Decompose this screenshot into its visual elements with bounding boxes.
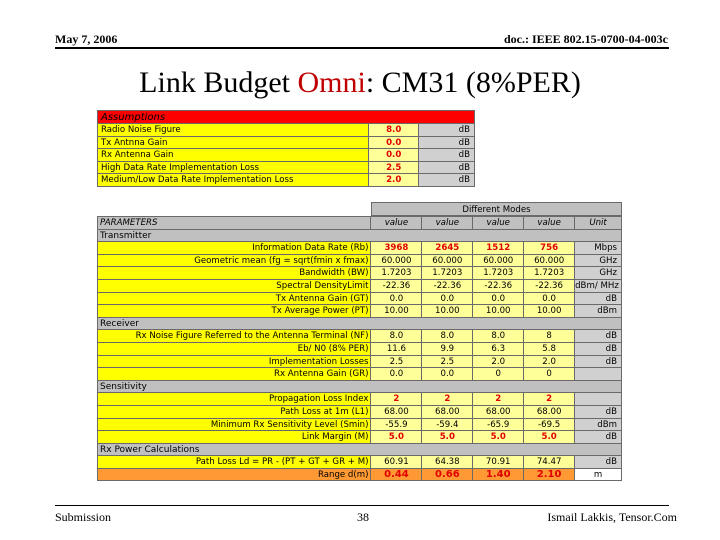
parameter-label: Tx Average Power (PT): [98, 305, 371, 318]
parameter-unit: [575, 368, 622, 381]
parameter-value: -22.36: [524, 280, 575, 293]
parameter-label: Propagation Loss Index: [98, 393, 371, 406]
assumptions-rows: [98, 124, 475, 187]
parameter-label: Rx Antenna Gain (GR): [98, 368, 371, 381]
parameter-value: 9.9: [422, 343, 473, 356]
parameters-grid: [97, 216, 622, 481]
assumption-value: 2.0: [369, 174, 419, 187]
parameter-value: 1.40: [473, 469, 524, 482]
parameter-unit: [575, 393, 622, 406]
parameter-row: [98, 343, 622, 356]
parameters-table: [97, 202, 622, 481]
assumption-unit: dB: [419, 174, 475, 187]
parameter-value: -65.9: [473, 419, 524, 432]
footer-rule: [55, 505, 669, 506]
header-date: May 7, 2006: [55, 32, 118, 46]
parameter-label: Path Loss at 1m (L1): [98, 406, 371, 419]
section-row: [98, 381, 622, 394]
parameter-label: Spectral DensityLimit: [98, 280, 371, 293]
section-title: Rx Power Calculations: [98, 444, 622, 457]
parameter-unit: dB: [575, 431, 622, 444]
section-row: [98, 230, 622, 243]
parameter-unit: dB: [575, 456, 622, 469]
assumption-label: Tx Antnna Gain: [98, 137, 369, 150]
assumption-label: Medium/Low Data Rate Implementation Loss: [98, 174, 369, 187]
parameter-value: 2.10: [524, 469, 575, 482]
assumption-value: 0.0: [369, 137, 419, 150]
slide-title: [0, 66, 720, 100]
parameter-value: -22.36: [371, 280, 422, 293]
parameter-value: 5.0: [422, 431, 473, 444]
parameter-value: 0: [524, 368, 575, 381]
parameter-value: 8.0: [473, 330, 524, 343]
parameter-label: Tx Antenna Gain (GT): [98, 293, 371, 306]
parameter-value: 8: [524, 330, 575, 343]
parameter-row: [98, 406, 622, 419]
parameter-value: 64.38: [422, 456, 473, 469]
column-heading-value: value: [473, 217, 524, 230]
parameter-value: 6.3: [473, 343, 524, 356]
assumption-unit: dB: [419, 149, 475, 162]
parameter-value: 68.00: [473, 406, 524, 419]
parameter-unit: m: [575, 469, 622, 482]
parameter-label: Range d(m): [98, 469, 371, 482]
parameter-value: 1512: [473, 242, 524, 255]
assumption-label: Rx Antenna Gain: [98, 149, 369, 162]
parameter-label: Geometric mean (fg = sqrt(fmin x fmax): [98, 255, 371, 268]
parameter-row: [98, 393, 622, 406]
parameter-row: [98, 419, 622, 432]
parameter-value: 5.0: [371, 431, 422, 444]
parameter-label: Implementation Losses: [98, 356, 371, 369]
parameter-row: [98, 431, 622, 444]
header-doc-id: doc.: IEEE 802.15-0700-04-003c: [504, 32, 668, 46]
parameter-value: -59.4: [422, 419, 473, 432]
assumption-row: [98, 162, 475, 175]
parameter-unit: Mbps: [575, 242, 622, 255]
title-accent: Omni: [297, 66, 366, 99]
parameter-unit: dB: [575, 406, 622, 419]
parameter-label: Eb/ N0 (8% PER): [98, 343, 371, 356]
parameter-value: 8.0: [371, 330, 422, 343]
parameter-value: 3968: [371, 242, 422, 255]
parameter-value: -55.9: [371, 419, 422, 432]
parameter-value: 74.47: [524, 456, 575, 469]
parameter-value: 5.8: [524, 343, 575, 356]
section-title: Sensitivity: [98, 381, 622, 394]
parameter-label: Information Data Rate (Rb): [98, 242, 371, 255]
column-heading-unit: Unit: [575, 217, 622, 230]
parameter-row: [98, 469, 622, 482]
parameter-value: 5.0: [473, 431, 524, 444]
parameter-unit: dB: [575, 330, 622, 343]
parameter-value: -22.36: [422, 280, 473, 293]
parameter-unit: GHz: [575, 267, 622, 280]
title-suffix: : CM31 (8%PER): [365, 66, 581, 99]
parameter-value: 2: [371, 393, 422, 406]
parameter-value: 60.000: [422, 255, 473, 268]
parameter-value: 60.91: [371, 456, 422, 469]
column-heading-value: value: [422, 217, 473, 230]
parameter-row: [98, 456, 622, 469]
parameter-value: 0.44: [371, 469, 422, 482]
parameters-header-row: [98, 217, 622, 230]
parameter-value: 2.5: [422, 356, 473, 369]
assumption-row: [98, 174, 475, 187]
header-rule: [55, 47, 669, 49]
column-heading-value: value: [371, 217, 422, 230]
page-number: 38: [357, 510, 369, 524]
parameter-value: 68.00: [422, 406, 473, 419]
parameter-value: 68.00: [371, 406, 422, 419]
parameter-unit: dB: [575, 293, 622, 306]
parameter-value: 2: [524, 393, 575, 406]
parameter-value: 10.00: [473, 305, 524, 318]
parameter-value: -69.5: [524, 419, 575, 432]
assumption-row: [98, 124, 475, 137]
parameter-value: 60.000: [524, 255, 575, 268]
parameter-value: 0.0: [524, 293, 575, 306]
parameter-value: 0.0: [422, 368, 473, 381]
parameter-value: 0: [473, 368, 524, 381]
assumption-unit: dB: [419, 124, 475, 137]
parameter-value: -22.36: [473, 280, 524, 293]
section-title: Receiver: [98, 318, 622, 331]
parameter-row: [98, 267, 622, 280]
parameter-label: Bandwidth (BW): [98, 267, 371, 280]
parameter-value: 2: [473, 393, 524, 406]
parameter-label: Link Margin (M): [98, 431, 371, 444]
parameter-value: 0.0: [371, 368, 422, 381]
parameter-value: 2645: [422, 242, 473, 255]
parameter-value: 1.7203: [524, 267, 575, 280]
assumption-value: 2.5: [369, 162, 419, 175]
parameter-value: 1.7203: [473, 267, 524, 280]
parameter-value: 2.0: [473, 356, 524, 369]
parameter-label: Rx Noise Figure Referred to the Antenna Terminal (NF): [98, 330, 371, 343]
parameter-row: [98, 305, 622, 318]
parameter-value: 60.000: [473, 255, 524, 268]
parameter-unit: dBm/ MHz: [575, 280, 622, 293]
parameter-value: 2.0: [524, 356, 575, 369]
section-title: Transmitter: [98, 230, 622, 243]
parameter-unit: dB: [575, 356, 622, 369]
parameter-row: [98, 356, 622, 369]
assumption-row: [98, 149, 475, 162]
parameter-row: [98, 330, 622, 343]
parameter-label: Minimum Rx Sensitivity Level (Smin): [98, 419, 371, 432]
parameter-value: 0.0: [371, 293, 422, 306]
parameter-value: 8.0: [422, 330, 473, 343]
parameter-value: 10.00: [422, 305, 473, 318]
title-prefix: Link Budget: [139, 66, 298, 99]
parameter-unit: GHz: [575, 255, 622, 268]
section-row: [98, 318, 622, 331]
assumption-value: 8.0: [369, 124, 419, 137]
assumption-row: [98, 137, 475, 150]
modes-heading: Different Modes: [371, 202, 622, 216]
parameter-row: [98, 242, 622, 255]
parameter-value: 11.6: [371, 343, 422, 356]
parameter-row: [98, 368, 622, 381]
footer-submission: Submission: [55, 510, 112, 524]
section-row: [98, 444, 622, 457]
parameter-value: 5.0: [524, 431, 575, 444]
parameter-value: 1.7203: [371, 267, 422, 280]
parameter-value: 70.91: [473, 456, 524, 469]
column-heading-value: value: [524, 217, 575, 230]
parameter-unit: dBm: [575, 419, 622, 432]
parameter-value: 0.0: [473, 293, 524, 306]
parameter-value: 10.00: [524, 305, 575, 318]
assumption-unit: dB: [419, 162, 475, 175]
footer-author: Ismail Lakkis, Tensor.Com: [547, 510, 677, 524]
assumptions-table: [97, 110, 475, 187]
parameter-value: 60.000: [371, 255, 422, 268]
assumption-label: High Data Rate Implementation Loss: [98, 162, 369, 175]
parameter-value: 10.00: [371, 305, 422, 318]
parameter-value: 756: [524, 242, 575, 255]
parameter-value: 2.5: [371, 356, 422, 369]
parameter-value: 0.66: [422, 469, 473, 482]
parameter-row: [98, 293, 622, 306]
parameter-row: [98, 280, 622, 293]
parameter-value: 68.00: [524, 406, 575, 419]
assumptions-heading: Assumptions: [98, 111, 475, 124]
parameter-unit: dBm: [575, 305, 622, 318]
parameter-unit: dB: [575, 343, 622, 356]
assumption-value: 0.0: [369, 149, 419, 162]
parameter-value: 2: [422, 393, 473, 406]
parameter-value: 0.0: [422, 293, 473, 306]
parameter-value: 1.7203: [422, 267, 473, 280]
parameter-row: [98, 255, 622, 268]
parameter-label: Path Loss Ld = PR - (PT + GT + GR + M): [98, 456, 371, 469]
assumption-label: Radio Noise Figure: [98, 124, 369, 137]
parameters-heading: PARAMETERS: [98, 217, 371, 230]
assumption-unit: dB: [419, 137, 475, 150]
